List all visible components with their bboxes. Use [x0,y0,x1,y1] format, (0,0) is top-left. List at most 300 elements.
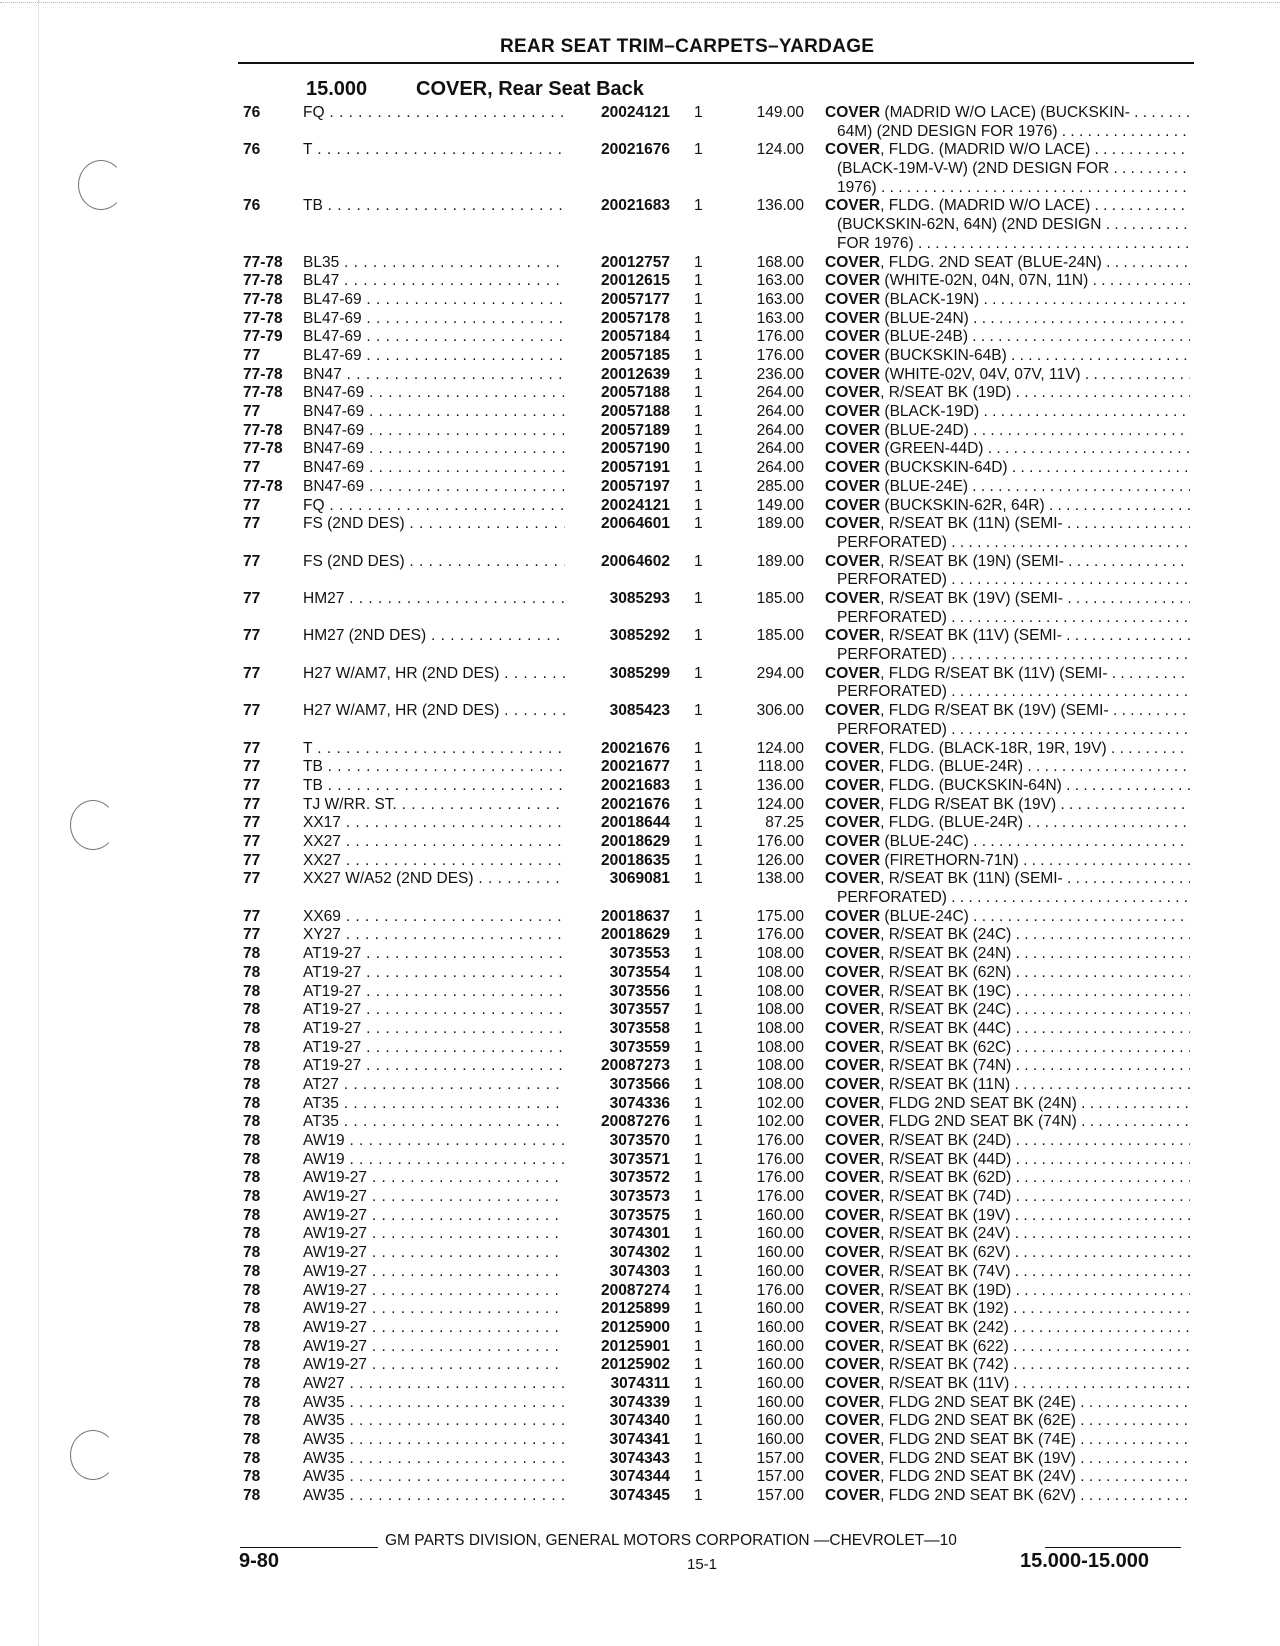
quantity-cell: 1 [694,515,703,533]
part-number-cell: 20018629 [601,832,670,850]
model-cell: H27 W/AM7, HR (2ND DES) . . . [303,702,565,721]
description-cell [825,1431,1190,1450]
quantity-cell: 1 [694,1188,703,1206]
description-keyword: COVER [825,515,881,533]
description-cell [825,964,1190,983]
description-keyword: COVER [825,477,881,495]
description-line [825,1039,1190,1058]
description-line [825,1300,1190,1319]
description-line [825,1356,1190,1375]
description-line [825,179,1190,198]
description-line [825,497,1190,516]
table-row [0,1356,1280,1375]
description-line [825,796,1190,815]
description-text: , FLDG R/SEAT BK (19V) (SEMI- [880,702,1109,720]
year-cell: 78 [243,1374,261,1392]
year-cell: 77 [243,552,261,570]
description-keyword: COVER [825,1225,881,1243]
description-keyword: COVER [825,459,881,477]
part-number-cell: 3085299 [609,664,670,682]
price-cell: 294.00 [756,664,804,682]
part-number-cell: 3074345 [609,1487,670,1505]
table-row [0,384,1280,403]
description-text: , FLDG 2ND SEAT BK (24V) [880,1468,1076,1486]
description-text: PERFORATED) [837,889,947,907]
model-cell: T . . . [303,740,565,759]
part-number-cell: 20021677 [601,758,670,776]
description-text: , R/SEAT BK (19V) [880,1206,1011,1224]
quantity-cell: 1 [694,1057,703,1075]
model-cell: FS (2ND DES) . . . [303,553,565,572]
description-keyword: COVER [825,347,881,365]
quantity-cell: 1 [694,365,703,383]
description-text: (BLACK-19D) [880,403,980,421]
description-keyword: COVER [825,795,881,813]
description-keyword: COVER [825,1300,881,1318]
description-text: , FLDG. (BLACK-18R, 19R, 19V) [880,739,1107,757]
price-cell: 108.00 [756,982,804,1000]
price-cell: 136.00 [756,776,804,794]
quantity-cell: 1 [694,1225,703,1243]
description-line [825,1263,1190,1282]
price-cell: 160.00 [756,1300,804,1318]
table-row [0,1132,1280,1151]
year-cell: 77 [243,795,261,813]
part-number-cell: 20125902 [601,1356,670,1374]
model-cell: AT19-27 . . . [303,1020,565,1039]
year-cell: 77 [243,459,261,477]
model-cell: AT35 . . . [303,1095,565,1114]
footer-page-number: 15-1 [687,1556,718,1573]
description-cell [825,758,1190,777]
quantity-cell: 1 [694,253,703,271]
description-keyword: COVER [825,1318,881,1336]
description-text: , R/SEAT BK (11N) (SEMI- [880,870,1063,888]
description-text: PERFORATED) [837,571,947,589]
description-text: , FLDG 2ND SEAT BK (62V) [880,1487,1076,1505]
description-line [825,216,1190,235]
year-cell: 78 [243,1094,261,1112]
description-keyword: COVER [825,272,881,290]
price-cell: 160.00 [756,1318,804,1336]
price-cell: 157.00 [756,1468,804,1486]
description-line [825,1151,1190,1170]
quantity-cell: 1 [694,739,703,757]
description-line [825,870,1190,889]
description-cell [825,833,1190,852]
quantity-cell: 1 [694,1412,703,1430]
year-cell: 77-79 [243,328,283,346]
year-cell: 77 [243,776,261,794]
description-keyword: COVER [825,365,881,383]
model-cell: BL47-69 . . . [303,347,565,366]
description-text: PERFORATED) [837,720,947,738]
part-number-cell: 3074341 [609,1431,670,1448]
quantity-cell: 1 [694,1169,703,1187]
model-cell: AW19-27 . . . [303,1300,565,1319]
description-line [825,1076,1190,1095]
description-text: (BLUE-24C) [880,907,969,925]
price-cell: 149.00 [756,496,804,514]
description-keyword: COVER [825,253,881,271]
table-row [0,366,1280,385]
description-cell [825,983,1190,1002]
quantity-cell: 1 [694,1393,703,1411]
description-line [825,235,1190,254]
description-keyword: COVER [825,1113,881,1131]
description-keyword: COVER [825,1188,881,1206]
model-cell: BN47-69 . . . [303,422,565,441]
description-cell [825,1132,1190,1151]
description-line [825,1057,1190,1076]
description-keyword: COVER [825,1206,881,1224]
price-cell: 108.00 [756,1075,804,1093]
table-row [0,197,1280,253]
model-cell: XX17 . . . [303,814,565,833]
description-line [825,534,1190,553]
part-number-cell: 20125900 [601,1318,670,1336]
model-cell: AW19-27 . . . [303,1244,565,1263]
description-text: FOR 1976) [837,234,914,252]
table-row [0,1113,1280,1132]
model-cell: BN47-69 . . . [303,403,565,422]
table-row [0,1188,1280,1207]
description-text: , R/SEAT BK (62N) [880,963,1012,981]
part-number-cell: 20057190 [601,440,670,458]
part-number-cell: 3074302 [609,1244,670,1262]
description-keyword: COVER [825,552,881,570]
year-cell: 78 [243,1356,261,1374]
description-keyword: COVER [825,1262,881,1280]
part-number-cell: 3073572 [609,1169,670,1187]
section-title: COVER, Rear Seat Back [416,78,644,100]
description-text: (BLUE-24D) [880,421,969,439]
price-cell: 168.00 [756,253,804,271]
description-keyword: COVER [825,1038,881,1056]
quantity-cell: 1 [694,1094,703,1112]
part-number-cell: 20057185 [601,347,670,365]
price-cell: 189.00 [756,515,804,533]
description-cell [825,1076,1190,1095]
table-row [0,983,1280,1002]
quantity-cell: 1 [694,1318,703,1336]
model-cell: XX27 W/A52 (2ND DES) . . . [303,870,565,889]
model-cell: AW19-27 . . . [303,1282,565,1301]
quantity-cell: 1 [694,1281,703,1299]
table-row [0,1282,1280,1301]
part-number-cell: 20087274 [601,1281,670,1299]
description-keyword: COVER [825,309,881,327]
price-cell: 176.00 [756,926,804,944]
description-line [825,1394,1190,1413]
description-text: PERFORATED) [837,646,947,664]
description-keyword: COVER [825,197,881,215]
description-keyword: COVER [825,328,881,346]
description-line [825,1319,1190,1338]
description-cell [825,366,1190,385]
scan-edge-top [0,2,1280,3]
description-text: , R/SEAT BK (62C) [880,1038,1012,1056]
year-cell: 78 [243,1244,261,1262]
description-text: , R/SEAT BK (24V) [880,1225,1011,1243]
description-cell [825,553,1190,590]
model-cell: AT19-27 . . . [303,1057,565,1076]
quantity-cell: 1 [694,795,703,813]
price-cell: 124.00 [756,739,804,757]
description-line [825,1412,1190,1431]
description-keyword: COVER [825,1057,881,1075]
year-cell: 78 [243,1300,261,1318]
part-number-cell: 20024121 [601,104,670,121]
description-text: , FLDG 2ND SEAT BK (62E) [880,1412,1076,1430]
quantity-cell: 1 [694,1113,703,1131]
quantity-cell: 1 [694,1206,703,1224]
model-cell: BL47 . . . [303,272,565,291]
description-text: , FLDG R/SEAT BK (11V) (SEMI- [880,664,1108,682]
part-number-cell: 3074311 [610,1374,670,1392]
year-cell: 76 [243,141,261,159]
description-cell [825,852,1190,871]
description-keyword: COVER [825,1337,881,1355]
description-keyword: COVER [825,589,881,607]
table-row [0,1375,1280,1394]
table-row [0,403,1280,422]
table-row [0,515,1280,552]
description-line [825,1001,1190,1020]
year-cell: 78 [243,963,261,981]
price-cell: 264.00 [756,421,804,439]
table-row [0,104,1280,141]
quantity-cell: 1 [694,1374,703,1392]
price-cell: 176.00 [756,347,804,365]
description-keyword: COVER [825,851,881,869]
description-cell [825,1263,1190,1282]
quantity-cell: 1 [694,945,703,963]
model-cell: XX69 . . . [303,908,565,927]
description-line [825,945,1190,964]
description-cell [825,1450,1190,1469]
description-text: 64M) (2ND DESIGN FOR 1976) [837,122,1058,140]
quantity-cell: 1 [694,963,703,981]
part-number-cell: 3074301 [609,1225,670,1243]
quantity-cell: 1 [694,328,703,346]
price-cell: 157.00 [756,1449,804,1467]
year-cell: 78 [243,1206,261,1224]
description-line [825,964,1190,983]
price-cell: 160.00 [756,1262,804,1280]
description-cell [825,1468,1190,1487]
table-row [0,1319,1280,1338]
price-cell: 160.00 [756,1412,804,1430]
description-text: , R/SEAT BK (44D) [880,1150,1012,1168]
model-cell: AW35 . . . [303,1468,565,1487]
model-cell: XX27 . . . [303,833,565,852]
table-row [0,777,1280,796]
description-line [825,1487,1190,1506]
description-keyword: COVER [825,1412,881,1430]
description-cell [825,814,1190,833]
price-cell: 108.00 [756,1019,804,1037]
table-row [0,590,1280,627]
table-row [0,1169,1280,1188]
description-line [825,1468,1190,1487]
model-cell: XY27 . . . [303,926,565,945]
price-cell: 160.00 [756,1244,804,1262]
quantity-cell: 1 [694,589,703,607]
year-cell: 78 [243,1150,261,1168]
model-cell: BN47-69 . . . [303,478,565,497]
footer-section-range: 15.000-15.000 [1020,1550,1150,1572]
quantity-cell: 1 [694,776,703,794]
description-text: (BLACK-19M-V-W) (2ND DESIGN FOR [837,160,1110,178]
description-line [825,272,1190,291]
year-cell: 78 [243,1001,261,1019]
description-line [825,1169,1190,1188]
description-cell [825,1338,1190,1357]
model-cell: HM27 . . . [303,590,565,609]
description-cell [825,1244,1190,1263]
part-number-cell: 3074344 [609,1468,670,1486]
description-keyword: COVER [825,1244,881,1262]
quantity-cell: 1 [694,627,703,645]
model-cell: FQ . . . [303,497,565,516]
part-number-cell: 20057189 [601,421,670,439]
description-keyword: COVER [825,1169,881,1187]
table-row [0,1450,1280,1469]
quantity-cell: 1 [694,1001,703,1019]
description-cell [825,777,1190,796]
description-text: , R/SEAT BK (19C) [880,982,1012,1000]
description-cell [825,665,1190,702]
description-cell [825,1020,1190,1039]
price-cell: 160.00 [756,1393,804,1411]
part-number-cell: 20018629 [601,926,670,944]
part-number-cell: 20021683 [601,197,670,215]
price-cell: 264.00 [756,440,804,458]
model-cell: BN47-69 . . . [303,459,565,478]
description-text: , FLDG. (BLUE-24R) [880,814,1024,832]
part-number-cell: 3073566 [609,1075,670,1093]
description-text: (FIRETHORN-71N) [880,851,1019,869]
description-text: , R/SEAT BK (19N) (SEMI- [880,552,1064,570]
price-cell: 160.00 [756,1356,804,1374]
year-cell: 76 [243,104,261,121]
model-cell: AW19 . . . [303,1151,565,1170]
table-row [0,497,1280,516]
year-cell: 77 [243,627,261,645]
description-line [825,889,1190,908]
description-keyword: COVER [825,963,881,981]
title-rule [238,62,1194,64]
description-line [825,366,1190,385]
description-cell [825,740,1190,759]
description-line [825,983,1190,1002]
table-row [0,478,1280,497]
description-keyword: COVER [825,440,881,458]
description-line [825,1338,1190,1357]
year-cell: 77 [243,515,261,533]
description-cell [825,1487,1190,1506]
table-row [0,1020,1280,1039]
model-cell: AT19-27 . . . [303,1039,565,1058]
description-cell [825,702,1190,739]
year-cell: 78 [243,1337,261,1355]
quantity-cell: 1 [694,272,703,290]
description-line [825,852,1190,871]
quantity-cell: 1 [694,197,703,215]
model-cell: AT19-27 . . . [303,964,565,983]
description-line [825,1095,1190,1114]
year-cell: 77-78 [243,477,283,495]
description-line [825,328,1190,347]
description-line [825,403,1190,422]
price-cell: 176.00 [756,1169,804,1187]
quantity-cell: 1 [694,1262,703,1280]
description-cell [825,384,1190,403]
description-line [825,833,1190,852]
price-cell: 108.00 [756,945,804,963]
description-keyword: COVER [825,403,881,421]
table-row [0,310,1280,329]
description-line [825,254,1190,273]
table-row [0,553,1280,590]
quantity-cell: 1 [694,664,703,682]
part-number-cell: 3085293 [609,589,670,607]
year-cell: 78 [243,982,261,1000]
year-cell: 77 [243,758,261,776]
quantity-cell: 1 [694,496,703,514]
description-line [825,683,1190,702]
price-cell: 160.00 [756,1206,804,1224]
year-cell: 77 [243,870,261,888]
year-cell: 78 [243,1075,261,1093]
description-line [825,609,1190,628]
description-cell [825,328,1190,347]
description-text: (BLACK-19N) [880,290,980,308]
quantity-cell: 1 [694,1244,703,1262]
table-row [0,1076,1280,1095]
description-line [825,740,1190,759]
description-cell [825,478,1190,497]
model-cell: BL47-69 . . . [303,328,565,347]
description-text: , R/SEAT BK (742) [880,1356,1009,1374]
table-row [0,1057,1280,1076]
description-line [825,627,1190,646]
table-row [0,272,1280,291]
description-line [825,104,1190,123]
description-text: , FLDG 2ND SEAT BK (74N) [880,1113,1077,1131]
description-cell [825,1169,1190,1188]
year-cell: 76 [243,197,261,215]
quantity-cell: 1 [694,309,703,327]
description-cell [825,440,1190,459]
part-number-cell: 3074339 [609,1393,670,1411]
description-text: , R/SEAT BK (19D) [880,1281,1012,1299]
description-text: , R/SEAT BK (19D) [880,384,1012,402]
table-row [0,347,1280,366]
table-row [0,814,1280,833]
description-text: , R/SEAT BK (242) [880,1318,1009,1336]
table-row [0,440,1280,459]
description-cell [825,347,1190,366]
part-number-cell: 3074303 [609,1262,670,1280]
model-cell: AW19-27 . . . [303,1188,565,1207]
description-line [825,1207,1190,1226]
model-cell: BL47-69 . . . [303,291,565,310]
part-number-cell: 3073557 [609,1001,670,1019]
quantity-cell: 1 [694,440,703,458]
table-row [0,796,1280,815]
